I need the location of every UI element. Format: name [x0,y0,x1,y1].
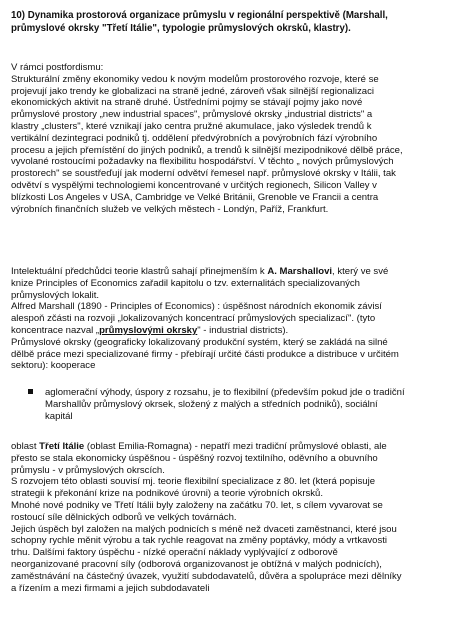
paragraph-line: odvětví s vyspělými technologiemi koncentrované v určitých regionech, Silicon Valley v [11,179,377,191]
paragraph-line [11,441,447,453]
paragraph-line: Průmyslové okrsky (geograficky lokalizovaný produkční systém, který se zakládá na silné [11,336,388,348]
title-line-2: průmyslové okrsky "Třetí Itálie", typologie průmyslových okrsků, klastry). [11,22,351,34]
paragraph-line: sektoru): kooperace [11,360,96,372]
bullet-item [45,387,405,422]
paragraph-line: klastry „clusters", které vznikají jako centra pružné akumulace, jako výsledek trendů k [11,120,372,132]
paragraph-line: vertikální dezintegraci podniků tj. oddělení předvýrobních a povýrobních fází výrobního [11,132,378,144]
paragraph-line: průmyslových lokalit. [11,289,100,301]
text-run: (oblast Emilia-Romagna) - nepatří mezi tradiční průmyslové oblasti, ale [84,441,387,452]
paragraph-line: Mnohé nové podniky ve Třetí Itálii byly založeny na začátku 70. let, s cílem vyvarovat se [11,499,383,511]
text-run: " - industrial districts). [197,324,289,336]
paragraph-line: strategii k překonání krize na podnikové úrovni) a teorie výrobních okrsků. [11,488,324,500]
bullet-list [11,387,447,427]
paragraph-line: projevují jako trendy ke globalizaci na straně jedné, zároveň však silnější regionalizaci [11,85,374,97]
bullet-line: aglomerační výhody, úspory z rozsahu, je to flexibilní (především pokud jde o tradiční [45,387,405,398]
paragraph-line: alespoň zčásti na rozvoji „lokalizovaných koncentrací průmyslových specializací". (tyto [11,313,376,325]
bullet-marker-icon [28,389,33,394]
paragraph-line: S rozvojem této oblasti souvisí mj. teorie flexibilní specializace z 80. let (která popisuje [11,476,376,488]
paragraph-line [11,266,447,278]
paragraph-line: rostoucí síle dělnických odborů ve velkých továrnách. [11,511,237,523]
title-line-1: 10) Dynamika prostorová organizace průmyslu v regionální perspektivě (Marshall, [11,10,388,21]
page-title [11,10,447,36]
paragraph-line: přesto se stala ekonomicky úspěšnou - úspěšný rozvoj textilního, oděvního a obuvního [11,452,378,464]
paragraph-line: Jejich úspěch byl založen na malých podnicích s méně než dvaceti zaměstnanci, které jsou [11,523,397,535]
paragraph-line: procesu a jejich přemístění do jiných podniků, a trendů k silnější mezipodnikové dělbě práce, [11,144,403,156]
key-term: průmyslovými okrsky [99,324,198,336]
paragraph-line: knize Principles of Economics zařadil kapitolu o tzv. externalitách specializovaných [11,277,360,289]
paragraph-line: dělbě práce mezi specializované firmy - přebírají určité části produkce a distribuce v určitém [11,348,399,360]
postfordism-paragraph [11,62,447,215]
paragraph-line: vyvolané rostoucími požadavky na flexibilitu hospodářství. V těchto „ nových průmyslových [11,156,394,168]
paragraph-line: Alfred Marshall (1890 - Principles of Economics) : úspěšnost národních ekonomik závisí [11,301,382,313]
text-run: , který ve své [332,266,389,277]
paragraph-line: ekonomických aktivit na straně druhé. Ústředními pojmy se stávají pojmy jako nové [11,97,363,109]
paragraph-line: trhu. Dalšími faktory úspěchu - nízké operační náklady vyplývající z odborově [11,547,338,559]
bullet-line: kapitál [45,410,73,422]
text-run: Intelektuální předchůdci teorie klastrů sahají přinejmenším k [11,266,268,277]
paragraph-line: Strukturální změny ekonomiky vedou k novým modelům prostorového rozvoje, které se [11,73,379,85]
paragraph-line: schopny rychle měnit výrobu a tak rychle reagovat na změny poptávky, módy a vrtkavosti [11,535,388,547]
author-name: A. Marshallovi [267,266,333,277]
text-run: oblast [11,441,40,452]
text-run: koncentrace nazval „ [11,324,100,336]
region-name: Třetí Itálie [39,441,85,452]
marshall-paragraph [11,266,447,372]
paragraph-line: blízkosti Los Angeles v USA, Cambridge ve Velké Británii, Grenoble ve Francii a centra [11,191,379,203]
paragraph-line: zaměstnávání na částečný úvazek, využití subdodavatelů, důvěra a spolupráce mezi dělníky [11,570,402,582]
paragraph-line: průmyslové prostory „new industrial spaces", průmyslové okrsky „industrial districts" a [11,109,373,121]
paragraph-line: neorganizované pracovní síly (odborová organizovanost je obtížná v malých podnicích), [11,558,382,570]
paragraph-line: prostorech" se soustřeďují jak moderní odvětví řemesel např. průmyslové okrsky v Itálii, tak [11,168,396,180]
bullet-line: Marshallův průmyslový okrsek, složený z malých a středních podniků), sociální [45,398,378,410]
paragraph-line: a řízením a mezi firmami a jejich subdodavateli [11,582,210,594]
paragraph-line [11,325,447,337]
paragraph-line: průmyslu - v průmyslových okrscích. [11,464,165,476]
paragraph-line: výrobních finančních služeb ve velkých městech - Londýn, Paříž, Frankfurt. [11,203,329,215]
third-italy-paragraph [11,441,447,594]
section-intro: V rámci postfordismu: [11,62,104,73]
